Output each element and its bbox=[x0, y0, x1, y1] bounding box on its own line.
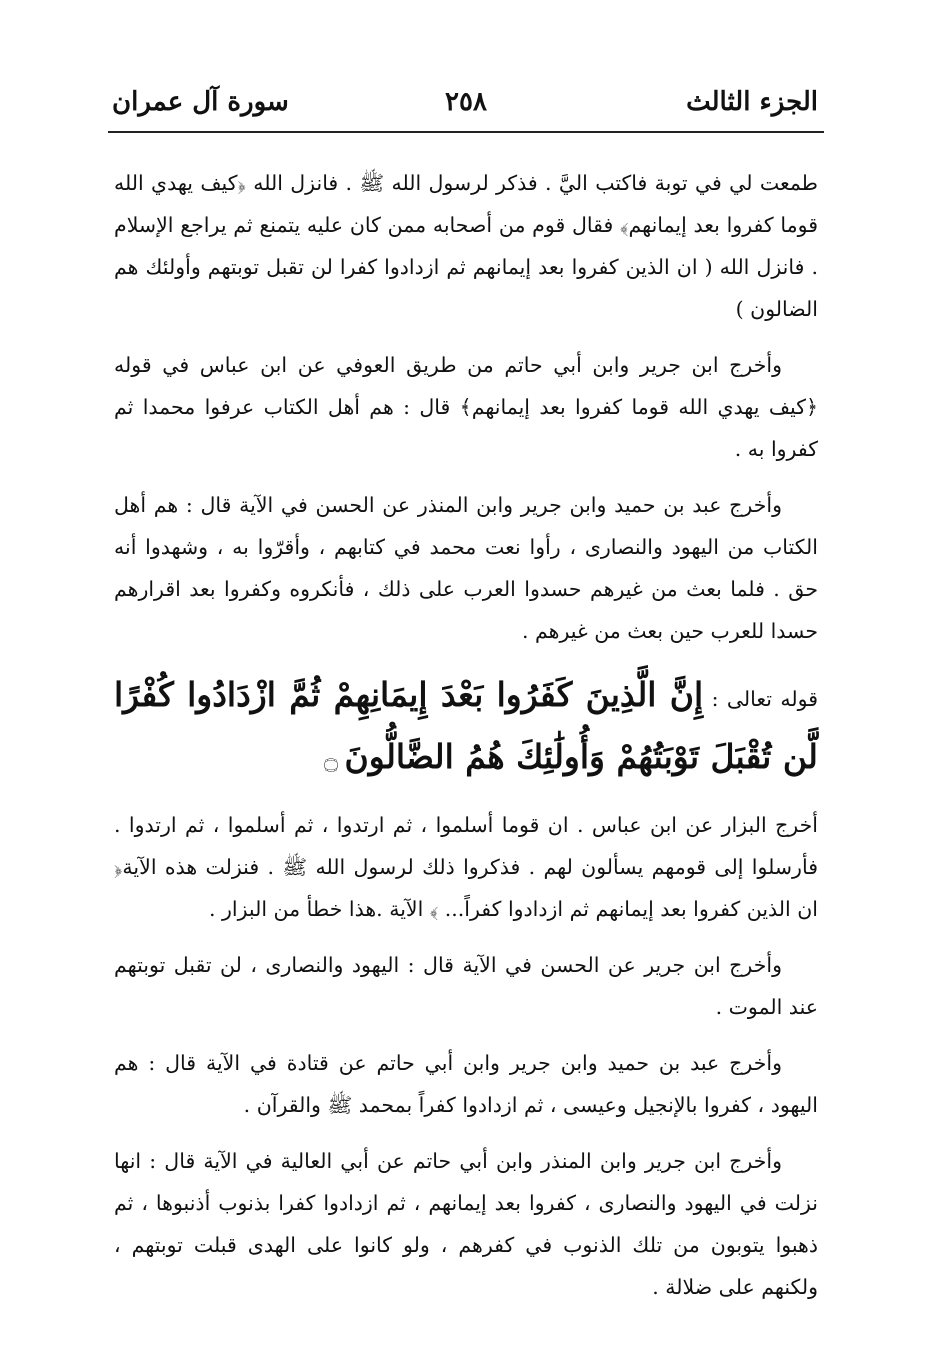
verse-text: إِنَّ الَّذِينَ كَفَرُوا بَعْدَ إِيمَانِهِمْ ثُمَّ ازْدَادُوا كُفْرًا لَّن تُقْبَلَ تَوْبَتُهُمْ وَأُولَٰئِكَ هُمُ الضَّالُّونَ bbox=[114, 675, 818, 776]
page-number: ٢٥٨ bbox=[445, 87, 487, 117]
paragraph: وأخرج عبد بن حميد وابن جرير وابن المنذر عن الحسن في الآية قال : هم أهل الكتاب من اليهود والنصارى ، رأوا نعت محمد في كتابهم ، وأقرّوا به ، وشهدوا أنه حق . فلما بعث من غيرهم حسدوا العرب على ذلك ، فأنكروه وكفروا بعد اقرارهم حسدا للعرب حين بعث من غيرهم . bbox=[114, 493, 818, 643]
paragraph: أخرج البزار عن ابن عباس . ان قوما أسلموا ، ثم ارتدوا ، ثم أسلموا ، ثم ارتدوا . فأرسلوا إلى قومهم يسألون لهم . فذكروا ذلك لرسول الله ﷺ . فنزلت هذه الآية﴿ ان الذين كفروا بعد إيمانهم ثم ازدادوا كفراً... ﴾ الآية .هذا خطأ من البزار . bbox=[114, 813, 818, 921]
part-title: الجزء الثالث bbox=[686, 87, 818, 117]
page-body bbox=[114, 162, 818, 1322]
paragraph: وأخرج ابن جرير عن الحسن في الآية قال : اليهود والنصارى ، لن تقبل توبتهم عند الموت . bbox=[114, 953, 818, 1019]
paragraph: وأخرج عبد بن حميد وابن جرير وابن أبي حاتم عن قتادة في الآية قال : هم اليهود ، كفروا بالإنجيل وعيسى ، ثم ازدادوا كفراً بمحمد ﷺ والقرآن . bbox=[114, 1051, 818, 1117]
ayah-end-icon: ۝ bbox=[323, 746, 338, 774]
running-header bbox=[108, 84, 824, 124]
verse-intro: قوله تعالى : bbox=[711, 687, 818, 711]
header-divider bbox=[108, 131, 824, 133]
surah-title: سورة آل عمران bbox=[112, 87, 289, 117]
quran-verse-block bbox=[114, 666, 818, 790]
paragraph: طمعت لي في توبة فاكتب اليَّ . فذكر لرسول الله ﷺ . فانزل الله ﴿كيف يهدي الله قوما كفروا بعد إيمانهم﴾ فقال قوم من أصحابه ممن كان عليه يتمنع ثم يراجع الإسلام . فانزل الله ( ان الذين كفروا بعد إيمانهم ثم ازدادوا كفرا لن تقبل توبتهم وأولئك هم الضالون ) bbox=[114, 171, 818, 321]
paragraph: وأخرج ابن جرير وابن أبي حاتم من طريق العوفي عن ابن عباس في قوله ﴿كيف يهدي الله قوما كفروا بعد إيمانهم﴾ قال : هم أهل الكتاب عرفوا محمدا ثم كفروا به . bbox=[114, 353, 818, 461]
paragraph: وأخرج ابن جرير وابن المنذر وابن أبي حاتم عن أبي العالية في الآية قال : انها نزلت في اليهود والنصارى ، كفروا بعد إيمانهم ، ثم ازدادوا كفرا بذنوب أذنبوها ، ثم ذهبوا يتوبون من تلك الذنوب في كفرهم ، ولو كانوا على الهدى قبلت توبتهم ، ولكنهم على ضلالة . bbox=[114, 1149, 818, 1299]
